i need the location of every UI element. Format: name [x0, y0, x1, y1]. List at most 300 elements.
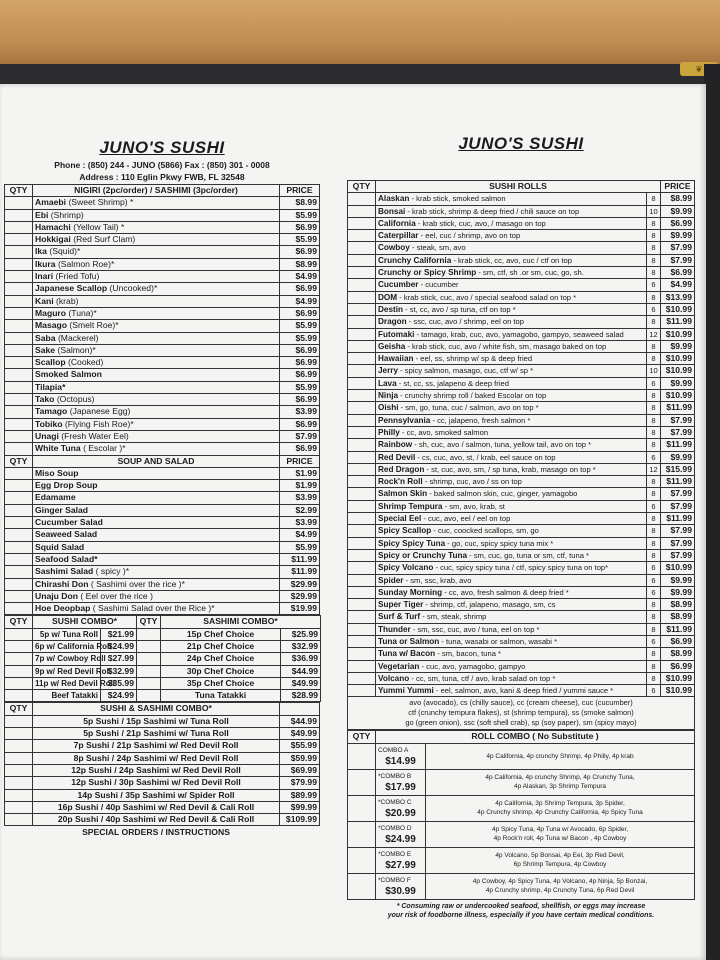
- item-price: $3.99: [280, 492, 320, 504]
- qty-cell[interactable]: [5, 690, 33, 702]
- roll-pieces: 8: [647, 623, 661, 635]
- roll-combo-label: *COMBO E: [378, 850, 412, 858]
- roll-pieces: 8: [647, 267, 661, 279]
- roll-item-row: [348, 537, 695, 549]
- qty-cell[interactable]: [348, 205, 376, 217]
- roll-name: Sunday Morning: [378, 587, 443, 597]
- item-price: $5.99: [280, 381, 320, 393]
- nigiri-item-row: [5, 209, 320, 221]
- combo-name: 12p Sushi / 24p Sashimi w/ Red Devil Roll: [33, 764, 280, 776]
- roll-price: $10.99: [661, 328, 695, 340]
- roll-pieces: 8: [647, 242, 661, 254]
- sushi-combo-name: 6p w/ California Roll: [33, 640, 101, 652]
- health-notice-line: your risk of foodborne illness, especially if you have certain medical conditions.: [387, 911, 655, 919]
- roll-desc: - steak, sm, avo: [409, 243, 466, 253]
- qty-cell[interactable]: [5, 814, 33, 826]
- qty-cell[interactable]: [5, 246, 33, 258]
- roll-price: $7.99: [661, 525, 695, 537]
- item-price: $19.99: [280, 603, 320, 615]
- item-desc: (Squid)*: [49, 246, 81, 257]
- item-price: $4.99: [280, 295, 320, 307]
- roll-name: Spicy Scallop: [378, 526, 432, 536]
- sashimi-combo-price: $32.99: [281, 640, 321, 652]
- restaurant-name-right: JUNO'S SUSHI: [458, 134, 584, 153]
- roll-price: $15.99: [661, 463, 695, 475]
- roll-item-row: [348, 267, 695, 279]
- item-desc: ( Eel over the rice ): [80, 590, 153, 601]
- roll-combo-title: ROLL COMBO ( No Substitute ): [376, 731, 695, 743]
- roll-item-row: [348, 365, 695, 377]
- qty-cell[interactable]: [5, 752, 33, 764]
- qty-cell[interactable]: [348, 847, 376, 873]
- roll-item-row: [348, 562, 695, 574]
- qty-cell[interactable]: [348, 599, 376, 611]
- qty-cell[interactable]: [348, 660, 376, 672]
- item-price: $5.99: [280, 234, 320, 246]
- qty-cell[interactable]: [5, 443, 33, 455]
- roll-price: $8.99: [661, 611, 695, 623]
- qty-cell[interactable]: [137, 690, 161, 702]
- sushi-combo-name: Beef Tatakki: [33, 690, 101, 702]
- roll-desc: - cc, avo, fresh salmon & deep fried *: [442, 587, 569, 597]
- qty-cell[interactable]: [348, 279, 376, 291]
- qty-cell[interactable]: [348, 562, 376, 574]
- qty-cell[interactable]: [5, 640, 33, 652]
- item-name: Inari: [35, 271, 54, 282]
- nigiri-item-row: [5, 406, 320, 418]
- roll-desc: - cuc, spicy spicy tuna / ctf, spicy spicy tuna on top*: [433, 563, 609, 573]
- combo-name: 14p Sushi / 35p Sashimi w/ Spider Roll: [33, 789, 280, 801]
- roll-name: Special Eel: [378, 514, 422, 524]
- roll-price: $4.99: [661, 279, 695, 291]
- nigiri-item-row: [5, 381, 320, 393]
- item-price: $4.99: [280, 271, 320, 283]
- qty-cell[interactable]: [348, 525, 376, 537]
- sushi-combo-name: 5p w/ Tuna Roll: [33, 628, 101, 640]
- qty-cell[interactable]: [348, 328, 376, 340]
- sashimi-combo-price: $44.99: [281, 665, 321, 677]
- qty-cell[interactable]: [5, 467, 33, 479]
- qty-cell[interactable]: [5, 406, 33, 418]
- roll-combo-desc: 4p Spicy Tuna, 4p Tuna w/ Avocado, 6p Spider,: [491, 826, 629, 834]
- qty-cell[interactable]: [348, 254, 376, 266]
- roll-item-row: [348, 635, 695, 647]
- item-desc: (Salmon Roe)*: [57, 258, 115, 269]
- qty-cell[interactable]: [137, 628, 161, 640]
- roll-price: $11.99: [661, 513, 695, 525]
- combo-row: [5, 665, 321, 677]
- qty-cell[interactable]: [5, 307, 33, 319]
- roll-desc: - cc, jalapeno, fresh salmon *: [430, 415, 531, 425]
- item-name: Unagi: [35, 430, 59, 441]
- qty-cell[interactable]: [348, 672, 376, 684]
- qty-cell[interactable]: [5, 603, 33, 615]
- qty-cell[interactable]: [5, 801, 33, 813]
- qty-cell[interactable]: [348, 217, 376, 229]
- qty-cell[interactable]: [348, 316, 376, 328]
- nigiri-item-row: [5, 197, 320, 209]
- qty-cell[interactable]: [348, 500, 376, 512]
- nigiri-item-row: [5, 332, 320, 344]
- qty-cell[interactable]: [348, 635, 376, 647]
- nigiri-item-row: [5, 369, 320, 381]
- roll-desc: - spicy salmon, masago, cuc, ctf w/ sp *: [398, 366, 534, 376]
- roll-name: Red Devil: [378, 452, 416, 462]
- item-name: Maguro: [35, 307, 67, 318]
- qty-cell[interactable]: [5, 418, 33, 430]
- qty-cell[interactable]: [348, 513, 376, 525]
- roll-pieces: 12: [647, 463, 661, 475]
- nigiri-header-row: [5, 185, 320, 197]
- qty-cell[interactable]: [348, 586, 376, 598]
- qty-cell[interactable]: [348, 476, 376, 488]
- roll-desc: - cc, avo, smoked salmon: [399, 427, 489, 437]
- roll-combo-desc: 4p Volcano, 5p Bonsai, 4p Eel, 3p Red Devil,: [495, 852, 625, 860]
- roll-pieces: 8: [647, 672, 661, 684]
- item-price: $6.99: [280, 246, 320, 258]
- rolls-table: [347, 180, 695, 730]
- qty-cell[interactable]: [5, 258, 33, 270]
- roll-item-row: [348, 574, 695, 586]
- qty-cell[interactable]: [348, 414, 376, 426]
- roll-pieces: 8: [647, 414, 661, 426]
- combo-price: $79.99: [280, 777, 320, 789]
- qty-cell[interactable]: [5, 381, 33, 393]
- qty-cell[interactable]: [348, 743, 376, 769]
- qty-cell[interactable]: [5, 283, 33, 295]
- qty-cell[interactable]: [348, 390, 376, 402]
- qty-cell[interactable]: [137, 677, 161, 689]
- price-header: PRICE: [280, 455, 320, 467]
- qty-cell[interactable]: [348, 685, 376, 697]
- item-price: $8.99: [280, 197, 320, 209]
- roll-name: Caterpillar: [378, 231, 419, 241]
- roll-combo-price: $27.99: [385, 860, 416, 872]
- roll-item-row: [348, 328, 695, 340]
- roll-combo-label: *COMBO D: [378, 824, 412, 832]
- item-name: Chirashi Don: [35, 578, 89, 589]
- item-name: Tako: [35, 394, 55, 405]
- qty-cell[interactable]: [348, 463, 376, 475]
- roll-combo-desc: 6p Shrimp Tempura, 4p Cowboy: [513, 861, 607, 869]
- sushi-combo-price: $24.99: [101, 690, 137, 702]
- roll-item-row: [348, 611, 695, 623]
- roll-combo-desc: 4p California, 3p Shrimp Tempura, 3p Spider,: [495, 800, 625, 808]
- item-name: Sake: [35, 344, 56, 355]
- combo-row: [5, 653, 321, 665]
- item-price: $11.99: [280, 566, 320, 578]
- roll-item-row: [348, 500, 695, 512]
- item-name: Kani: [35, 295, 54, 306]
- roll-pieces: 6: [647, 562, 661, 574]
- roll-pieces: 8: [647, 513, 661, 525]
- roll-desc: - sm, ssc, krab, avo: [403, 575, 472, 585]
- roll-pieces: 8: [647, 426, 661, 438]
- roll-combo-row: [348, 821, 695, 847]
- qty-cell[interactable]: [348, 611, 376, 623]
- roll-item-row: [348, 463, 695, 475]
- roll-price: $10.99: [661, 685, 695, 697]
- roll-combo-row: [348, 769, 695, 795]
- item-name: Cucumber Salad: [35, 517, 103, 528]
- qty-cell[interactable]: [348, 574, 376, 586]
- qty-cell[interactable]: [5, 566, 33, 578]
- item-price: $1.99: [280, 480, 320, 492]
- combo-price: $69.99: [280, 764, 320, 776]
- item-name: Squid Salad: [35, 541, 85, 552]
- qty-header: QTY: [348, 181, 376, 193]
- item-price: $29.99: [280, 590, 320, 602]
- qty-cell[interactable]: [5, 320, 33, 332]
- qty-cell[interactable]: [5, 740, 33, 752]
- roll-item-row: [348, 340, 695, 352]
- qty-cell[interactable]: [348, 291, 376, 303]
- roll-item-row: [348, 279, 695, 291]
- nigiri-item-row: [5, 246, 320, 258]
- qty-cell[interactable]: [5, 369, 33, 381]
- roll-name: Volcano: [378, 673, 410, 683]
- qty-cell[interactable]: [137, 640, 161, 652]
- qty-cell[interactable]: [5, 295, 33, 307]
- roll-price: $10.99: [661, 365, 695, 377]
- item-price: $5.99: [280, 320, 320, 332]
- roll-desc: - shrimp, cuc, avo / ss on top: [422, 477, 522, 487]
- qty-header: QTY: [5, 703, 33, 715]
- roll-name: Vegetarian: [378, 661, 420, 671]
- qty-cell[interactable]: [5, 578, 33, 590]
- qty-cell[interactable]: [348, 193, 376, 205]
- qty-cell[interactable]: [348, 648, 376, 660]
- roll-combo-desc: 4p Crunchy shrimp, 4p Crunchy Tuna, 6p Red Devil: [485, 887, 635, 895]
- qty-cell[interactable]: [5, 541, 33, 553]
- qty-cell[interactable]: [5, 394, 33, 406]
- qty-cell[interactable]: [5, 529, 33, 541]
- qty-cell[interactable]: [5, 553, 33, 565]
- item-desc: (Flying Fish Roe)*: [64, 418, 134, 429]
- nigiri-item-row: [5, 357, 320, 369]
- sushi-sashimi-row: [5, 801, 320, 813]
- roll-item-row: [348, 623, 695, 635]
- roll-combo-desc: 4p Rock'n roll, 4p Tuna w/ Bacon , 4p Cowboy: [493, 835, 627, 843]
- qty-cell[interactable]: [5, 653, 33, 665]
- roll-item-row: [348, 402, 695, 414]
- qty-cell[interactable]: [5, 715, 33, 727]
- combo-name: 7p Sushi / 21p Sashimi w/ Red Devil Roll: [33, 740, 280, 752]
- roll-desc: - sm, cuc, go, tuna or sm, ctf, tuna *: [467, 550, 589, 560]
- qty-cell[interactable]: [348, 242, 376, 254]
- abbreviation-line: avo (avocado), cs (chilly sauce), cc (cream cheese), cuc (cucumber): [409, 698, 633, 708]
- roll-name: Thunder: [378, 624, 411, 634]
- item-price: $6.99: [280, 369, 320, 381]
- qty-cell[interactable]: [5, 221, 33, 233]
- roll-item-row: [348, 193, 695, 205]
- roll-name: Surf & Turf: [378, 612, 421, 622]
- roll-pieces: 6: [647, 279, 661, 291]
- roll-item-row: [348, 390, 695, 402]
- roll-pieces: 8: [647, 439, 661, 451]
- item-name: Ginger Salad: [35, 504, 89, 515]
- qty-cell[interactable]: [348, 267, 376, 279]
- item-desc: (krab): [56, 295, 79, 306]
- roll-desc: - shrimp, ctf, jalapeno, masago, sm, cs: [423, 600, 556, 610]
- qty-cell[interactable]: [348, 303, 376, 315]
- soup-item-row: [5, 480, 320, 492]
- roll-item-row: [348, 217, 695, 229]
- item-name: Unaju Don: [35, 590, 78, 601]
- item-name: Egg Drop Soup: [35, 480, 98, 491]
- item-desc: (Japanese Egg): [69, 406, 131, 417]
- roll-item-row: [348, 599, 695, 611]
- combo-name: 5p Sushi / 21p Sashimi w/ Tuna Roll: [33, 728, 280, 740]
- price-header: PRICE: [661, 181, 695, 193]
- qty-cell[interactable]: [348, 340, 376, 352]
- roll-combo-table: [347, 730, 695, 899]
- roll-name: Salmon Skin: [378, 489, 428, 499]
- qty-cell[interactable]: [5, 677, 33, 689]
- roll-desc: - cuc, avo, eel / eel on top: [421, 514, 511, 524]
- qty-cell[interactable]: [348, 365, 376, 377]
- qty-cell[interactable]: [5, 480, 33, 492]
- roll-name: Crunchy California: [378, 255, 452, 265]
- roll-item-row: [348, 549, 695, 561]
- item-name: Seaweed Salad: [35, 529, 98, 540]
- qty-cell[interactable]: [5, 357, 33, 369]
- qty-header: QTY: [5, 455, 33, 467]
- qty-cell[interactable]: [5, 430, 33, 442]
- roll-item-row: [348, 451, 695, 463]
- roll-item-row: [348, 303, 695, 315]
- roll-combo-price: $30.99: [385, 886, 416, 898]
- qty-cell[interactable]: [348, 873, 376, 899]
- qty-cell[interactable]: [5, 271, 33, 283]
- qty-cell[interactable]: [5, 332, 33, 344]
- qty-cell[interactable]: [348, 402, 376, 414]
- qty-cell[interactable]: [5, 590, 33, 602]
- qty-cell[interactable]: [5, 728, 33, 740]
- item-name: Tobiko: [35, 418, 63, 429]
- qty-cell[interactable]: [5, 764, 33, 776]
- item-price: $6.99: [280, 394, 320, 406]
- qty-cell[interactable]: [137, 665, 161, 677]
- qty-cell[interactable]: [348, 537, 376, 549]
- qty-cell[interactable]: [348, 549, 376, 561]
- roll-pieces: 8: [647, 230, 661, 242]
- roll-name: Oishi: [378, 403, 399, 413]
- roll-desc: - cucumber: [418, 280, 459, 290]
- roll-name: Spicy Spicy Tuna: [378, 538, 446, 548]
- sushi-combo-price: $24.99: [101, 640, 137, 652]
- roll-name: Yummi Yummi: [378, 686, 434, 696]
- roll-item-row: [348, 230, 695, 242]
- roll-pieces: 8: [647, 488, 661, 500]
- roll-pieces: 8: [647, 549, 661, 561]
- qty-cell[interactable]: [348, 795, 376, 821]
- nigiri-item-row: [5, 295, 320, 307]
- nigiri-item-row: [5, 320, 320, 332]
- qty-cell[interactable]: [348, 821, 376, 847]
- roll-price: $9.99: [661, 451, 695, 463]
- roll-price: $7.99: [661, 426, 695, 438]
- item-price: $6.99: [280, 221, 320, 233]
- roll-price: $6.99: [661, 217, 695, 229]
- roll-pieces: 10: [647, 365, 661, 377]
- qty-cell[interactable]: [348, 488, 376, 500]
- roll-item-row: [348, 316, 695, 328]
- menu-binder-edge: [704, 64, 720, 960]
- soup-section-title: SOUP AND SALAD: [33, 455, 280, 467]
- roll-price: $7.99: [661, 500, 695, 512]
- qty-cell[interactable]: [5, 628, 33, 640]
- roll-combo-label: *COMBO F: [378, 876, 411, 884]
- combo-row: [5, 628, 321, 640]
- combo-row: [5, 677, 321, 689]
- qty-cell[interactable]: [348, 230, 376, 242]
- sushi-sashimi-row: [5, 789, 320, 801]
- qty-cell[interactable]: [5, 209, 33, 221]
- combo-price: $109.99: [280, 814, 320, 826]
- qty-cell[interactable]: [5, 777, 33, 789]
- qty-cell[interactable]: [348, 451, 376, 463]
- roll-price: $9.99: [661, 574, 695, 586]
- qty-cell[interactable]: [348, 769, 376, 795]
- nigiri-item-row: [5, 258, 320, 270]
- qty-cell[interactable]: [5, 517, 33, 529]
- sushi-sashimi-row: [5, 752, 320, 764]
- qty-cell[interactable]: [5, 234, 33, 246]
- nigiri-table: [4, 184, 320, 615]
- qty-cell[interactable]: [5, 492, 33, 504]
- qty-cell[interactable]: [5, 665, 33, 677]
- qty-cell[interactable]: [5, 197, 33, 209]
- roll-item-row: [348, 439, 695, 451]
- qty-cell[interactable]: [348, 439, 376, 451]
- roll-combo-header-row: [348, 731, 695, 743]
- sashimi-combo-title: SASHIMI COMBO*: [161, 616, 321, 628]
- roll-desc: - krab stick, cc, avo, cuc / ctf on top: [451, 255, 572, 265]
- roll-item-row: [348, 353, 695, 365]
- sashimi-combo-price: $49.99: [281, 677, 321, 689]
- roll-item-row: [348, 476, 695, 488]
- qty-cell[interactable]: [348, 426, 376, 438]
- qty-cell[interactable]: [5, 344, 33, 356]
- roll-desc: - sm, steak, shrimp: [420, 612, 487, 622]
- item-name: Tamago: [35, 406, 68, 417]
- roll-desc: - krab stick, cuc, avo, / masago on top: [415, 218, 546, 228]
- qty-cell[interactable]: [348, 353, 376, 365]
- qty-cell[interactable]: [5, 789, 33, 801]
- qty-cell[interactable]: [137, 653, 161, 665]
- soup-item-row: [5, 529, 320, 541]
- qty-cell[interactable]: [5, 504, 33, 516]
- combo-name: 5p Sushi / 15p Sashimi w/ Tuna Roll: [33, 715, 280, 727]
- sashimi-combo-name: 21p Chef Choice: [161, 640, 281, 652]
- roll-pieces: 8: [647, 525, 661, 537]
- roll-price: $7.99: [661, 549, 695, 561]
- nigiri-item-row: [5, 443, 320, 455]
- roll-price: $10.99: [661, 562, 695, 574]
- roll-name: Dragon: [378, 317, 407, 327]
- roll-name: Jerry: [378, 366, 399, 376]
- restaurant-name-left: JUNO'S SUSHI: [99, 138, 225, 157]
- combo-table: [4, 615, 321, 702]
- roll-price: $10.99: [661, 390, 695, 402]
- qty-cell[interactable]: [348, 623, 376, 635]
- roll-name: Geisha: [378, 341, 406, 351]
- item-name: Tilapia*: [35, 381, 66, 392]
- item-price: $6.99: [280, 283, 320, 295]
- item-desc: ( Sashimi over the rice )*: [90, 578, 185, 589]
- qty-cell[interactable]: [348, 377, 376, 389]
